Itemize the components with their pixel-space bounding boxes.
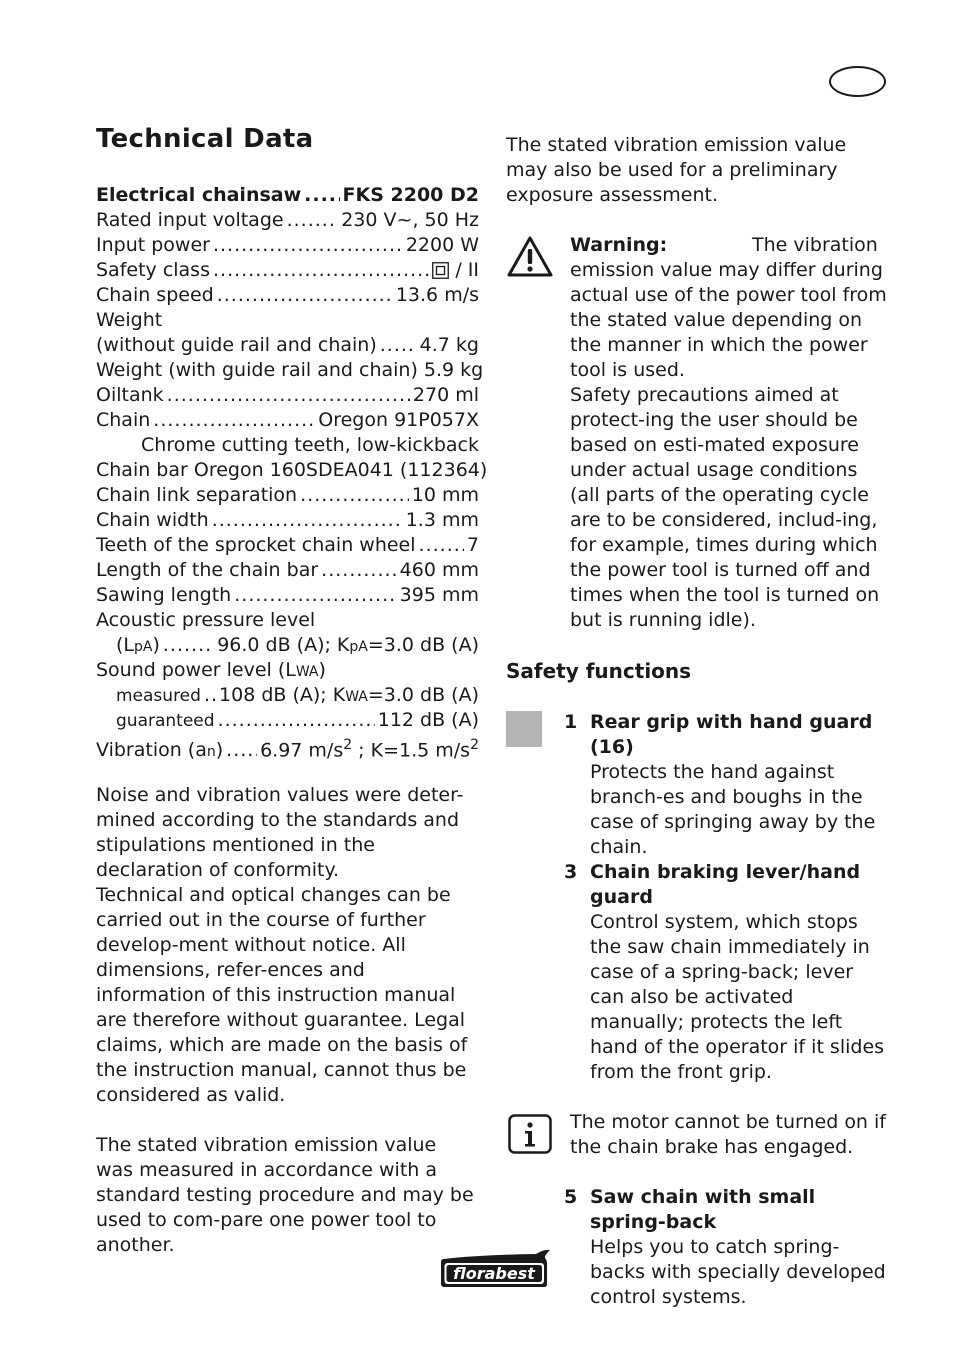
info-icon — [508, 1114, 552, 1154]
highlight-box — [506, 711, 542, 747]
spec-row-chain-width: Chain width ..... 1.3 mm — [96, 508, 479, 533]
spec-row-sawing-length: Sawing length ..... 395 mm — [96, 583, 479, 608]
spec-row-oiltank: Oiltank ..... 270 ml — [96, 383, 479, 408]
section-title-safety-functions: Safety functions — [506, 659, 692, 683]
spec-row-measured: measured ..... 108 dB (A); KWA=3.0 dB (A) — [96, 683, 479, 708]
feature-description: Protects the hand against branch-es and boughs in the case of springing away by the chain. — [590, 761, 876, 858]
feature-description: Control system, which stops the saw chain immediately in case of a spring-back; lever can also be activated manually; protects the left hand of the operator if it slides from the front grip. — [590, 911, 885, 1083]
language-badge — [829, 66, 886, 97]
feature-title: Chain braking lever/hand guard — [590, 861, 861, 908]
safety-precautions-text: Safety precautions aimed at protect-ing the user should be based on esti-mated exposure under actual usage conditions (all parts of the operating cycle are to be considered, includ-ing, for example, times during which the power tool is turned off and times when the tool is turned on but is running idle). — [570, 384, 880, 631]
spec-row-chain: Chain ..... Oregon 91P057X — [96, 408, 479, 433]
spec-row-acoustic-heading: Acoustic pressure level — [96, 609, 316, 631]
spec-row-weight-heading: Weight — [96, 309, 163, 331]
warning-lead: The vibration — [752, 234, 878, 256]
warning-triangle-icon — [506, 235, 554, 279]
spec-row-guaranteed: guaranteed ..... 112 dB (A) — [96, 708, 479, 733]
florabest-logo — [438, 1246, 551, 1288]
spec-row-link-separation: Chain link separation ..... 10 mm — [96, 483, 479, 508]
spec-row-vibration: Vibration (an) ..... 6.97 $m/s^2$ ; K=1.5 $m/s^2$ — [96, 733, 479, 758]
left-column — [96, 183, 488, 1258]
info-text: The motor cannot be turned on if the chain brake has engaged. — [570, 1111, 886, 1158]
spec-row-safety-class: Safety class ..... / II — [96, 258, 479, 283]
page-title: Technical Data — [96, 124, 314, 154]
spec-row-sprocket: Teeth of the sprocket chain wheel ..... 7 — [96, 533, 479, 558]
paragraph-vibration-measured: The stated vibration emission value was measured in accordance with a standard testing procedure and may be used to com-pare one power tool to another. — [96, 1134, 474, 1256]
spec-row-sound-power-heading: Sound power level (L WA ) — [96, 659, 326, 681]
paragraph-noise-values: Noise and vibration values were deter-mined according to the standards and stipulations mentioned in the declaration of conformity. — [96, 784, 464, 881]
spec-row-acoustic-value: (LpA) ..... 96.0 dB (A); KpA=3.0 dB (A) — [96, 633, 479, 658]
paragraph-vibration-preliminary: The stated vibration emission value may also be used for a preliminary exposure assessment. — [506, 134, 847, 206]
feature-item-1: 1 Rear grip with hand guard (16) Protects the hand against branch-es and boughs in the case of springing away by the chain. — [506, 710, 890, 860]
feature-title: Saw chain with small spring-back — [590, 1186, 816, 1233]
spec-row-voltage: Rated input voltage ..... 230 V~, 50 Hz — [96, 208, 479, 233]
logo-text: florabest — [453, 1264, 535, 1283]
paragraph-technical-changes: Technical and optical changes can be carried out in the course of further develop-ment without notice. All dimensions, refer-ences and information of this instruction manual are therefore without guarantee. Legal claims, which are made on the basis of the instruction manual, cannot thus be considered as valid. — [96, 884, 468, 1106]
right-column — [506, 133, 890, 1310]
info-block — [506, 1110, 890, 1160]
double-insulation-icon — [432, 262, 449, 279]
feature-title: Rear grip with hand guard (16) — [590, 711, 873, 758]
spec-row-bar-length: Length of the chain bar ..... 460 mm — [96, 558, 479, 583]
spec-row-power: Input power ..... 2200 W — [96, 233, 479, 258]
spec-row-chain-note: Chrome cutting teeth, low-kickback — [141, 434, 479, 456]
warning-block — [506, 233, 890, 633]
spec-row-chain-bar: Chain bar Oregon 160SDEA041 (112364) — [96, 459, 488, 481]
spec-header: Electrical chainsaw ..... FKS 2200 D2 — [96, 183, 479, 208]
spec-row-weight-without: (without guide rail and chain) ..... 4.7 kg — [96, 333, 479, 358]
feature-item-5: 5 Saw chain with small spring-back Helps you to catch spring-backs with specially developed control systems. — [506, 1185, 890, 1310]
feature-description: Helps you to catch spring-backs with specially developed control systems. — [590, 1236, 886, 1308]
warning-body: emission value may differ during actual use of the power tool from the stated value depending on the manner in which the power tool is used. — [570, 259, 887, 381]
spec-row-weight-with: Weight (with guide rail and chain) 5.9 kg — [96, 359, 484, 381]
spec-row-chain-speed: Chain speed ..... 13.6 m/s — [96, 283, 479, 308]
warning-label: Warning: — [570, 234, 668, 256]
feature-item-3: 3 Chain braking lever/hand guard Control system, which stops the saw chain immediately in case of a spring-back; lever can also be activated manually; protects the left hand of the operator if it slides from the front grip. — [506, 860, 890, 1085]
